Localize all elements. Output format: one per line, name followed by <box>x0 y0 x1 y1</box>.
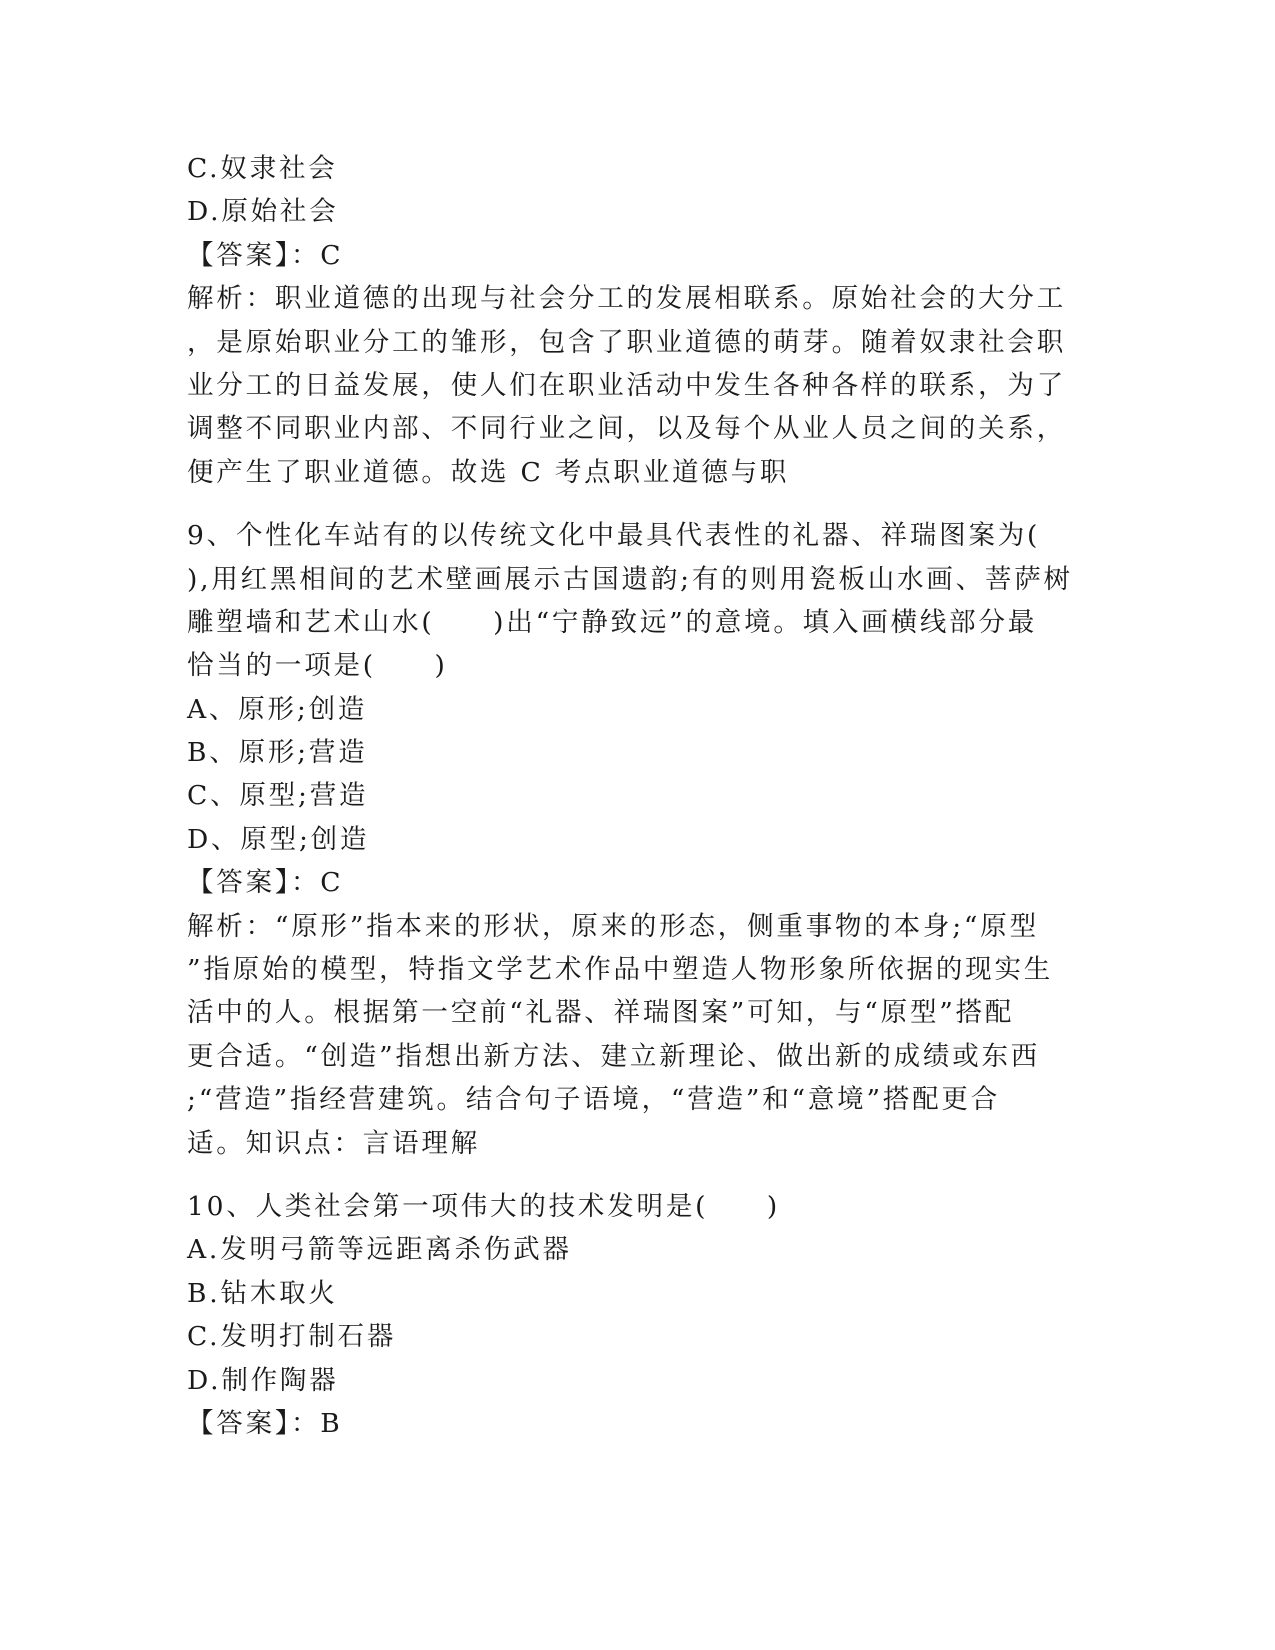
question-stem: ),用红黑相间的艺术壁画展示古国遗韵;有的则用瓷板山水画、菩萨树 <box>187 563 1073 595</box>
explanation-line: ;“营造”指经营建筑。结合句子语境，“营造”和“意境”搭配更合 <box>187 1084 1001 1116</box>
explanation-line: 活中的人。根据第一空前“礼器、祥瑞图案”可知，与“原型”搭配 <box>187 997 1015 1029</box>
option-c: C.发明打制石器 <box>187 1321 397 1353</box>
option-d: D.制作陶器 <box>187 1364 339 1396</box>
explanation-line: 解析：“原形”指本来的形状，原来的形态，侧重事物的本身;“原型 <box>187 910 1039 942</box>
explanation-line: 便产生了职业道德。故选 C 考点职业道德与职 <box>187 456 790 488</box>
answer-line: 【答案】：B <box>187 1407 343 1439</box>
question-9 <box>187 514 1087 1165</box>
option-a: A、原形;创造 <box>187 693 368 725</box>
explanation-line: 调整不同职业内部、不同行业之间，以及每个从业人员之间的关系， <box>187 413 1066 445</box>
question-stem: 9、个性化车站有的以传统文化中最具代表性的礼器、祥瑞图案为( <box>187 520 1041 552</box>
question-stem: 恰当的一项是( ) <box>187 650 448 682</box>
explanation-line: 更合适。“创造”指想出新方法、建立新理论、做出新的成绩或东西 <box>187 1040 1041 1072</box>
option-d: D、原型;创造 <box>187 823 370 855</box>
paragraph-gap <box>187 1165 1087 1185</box>
answer-line: 【答案】：C <box>187 867 344 899</box>
option-d: D.原始社会 <box>187 196 339 228</box>
explanation-line: 业分工的日益发展，使人们在职业活动中发生各种各样的联系，为了 <box>187 369 1066 401</box>
option-c: C、原型;营造 <box>187 780 369 812</box>
explanation-line: ”指原始的模型，特指文学艺术作品中塑造人物形象所依据的现实生 <box>187 954 1054 986</box>
question-stem: 雕塑墙和艺术山水( )出“宁静致远”的意境。填入画横线部分最 <box>187 606 1038 638</box>
explanation-line: 适。知识点：言语理解 <box>187 1127 480 1159</box>
option-c: C.奴隶社会 <box>187 153 338 184</box>
question-10 <box>187 1185 1087 1445</box>
explanation-line: 解析：职业道德的出现与社会分工的发展相联系。原始社会的大分工 <box>187 283 1066 315</box>
option-a: A.发明弓箭等远距离杀伤武器 <box>187 1234 572 1266</box>
paragraph-gap <box>187 494 1087 514</box>
explanation-line: ，是原始职业分工的雏形，包含了职业道德的萌芽。随着奴隶社会职 <box>187 326 1066 358</box>
question-8-tail <box>187 147 1087 494</box>
option-b: B、原形;营造 <box>187 737 368 769</box>
question-stem: 10、人类社会第一项伟大的技术发明是( ) <box>187 1190 780 1222</box>
document-page <box>187 147 1087 1445</box>
option-b: B.钻木取火 <box>187 1277 338 1309</box>
answer-line: 【答案】：C <box>187 239 344 271</box>
